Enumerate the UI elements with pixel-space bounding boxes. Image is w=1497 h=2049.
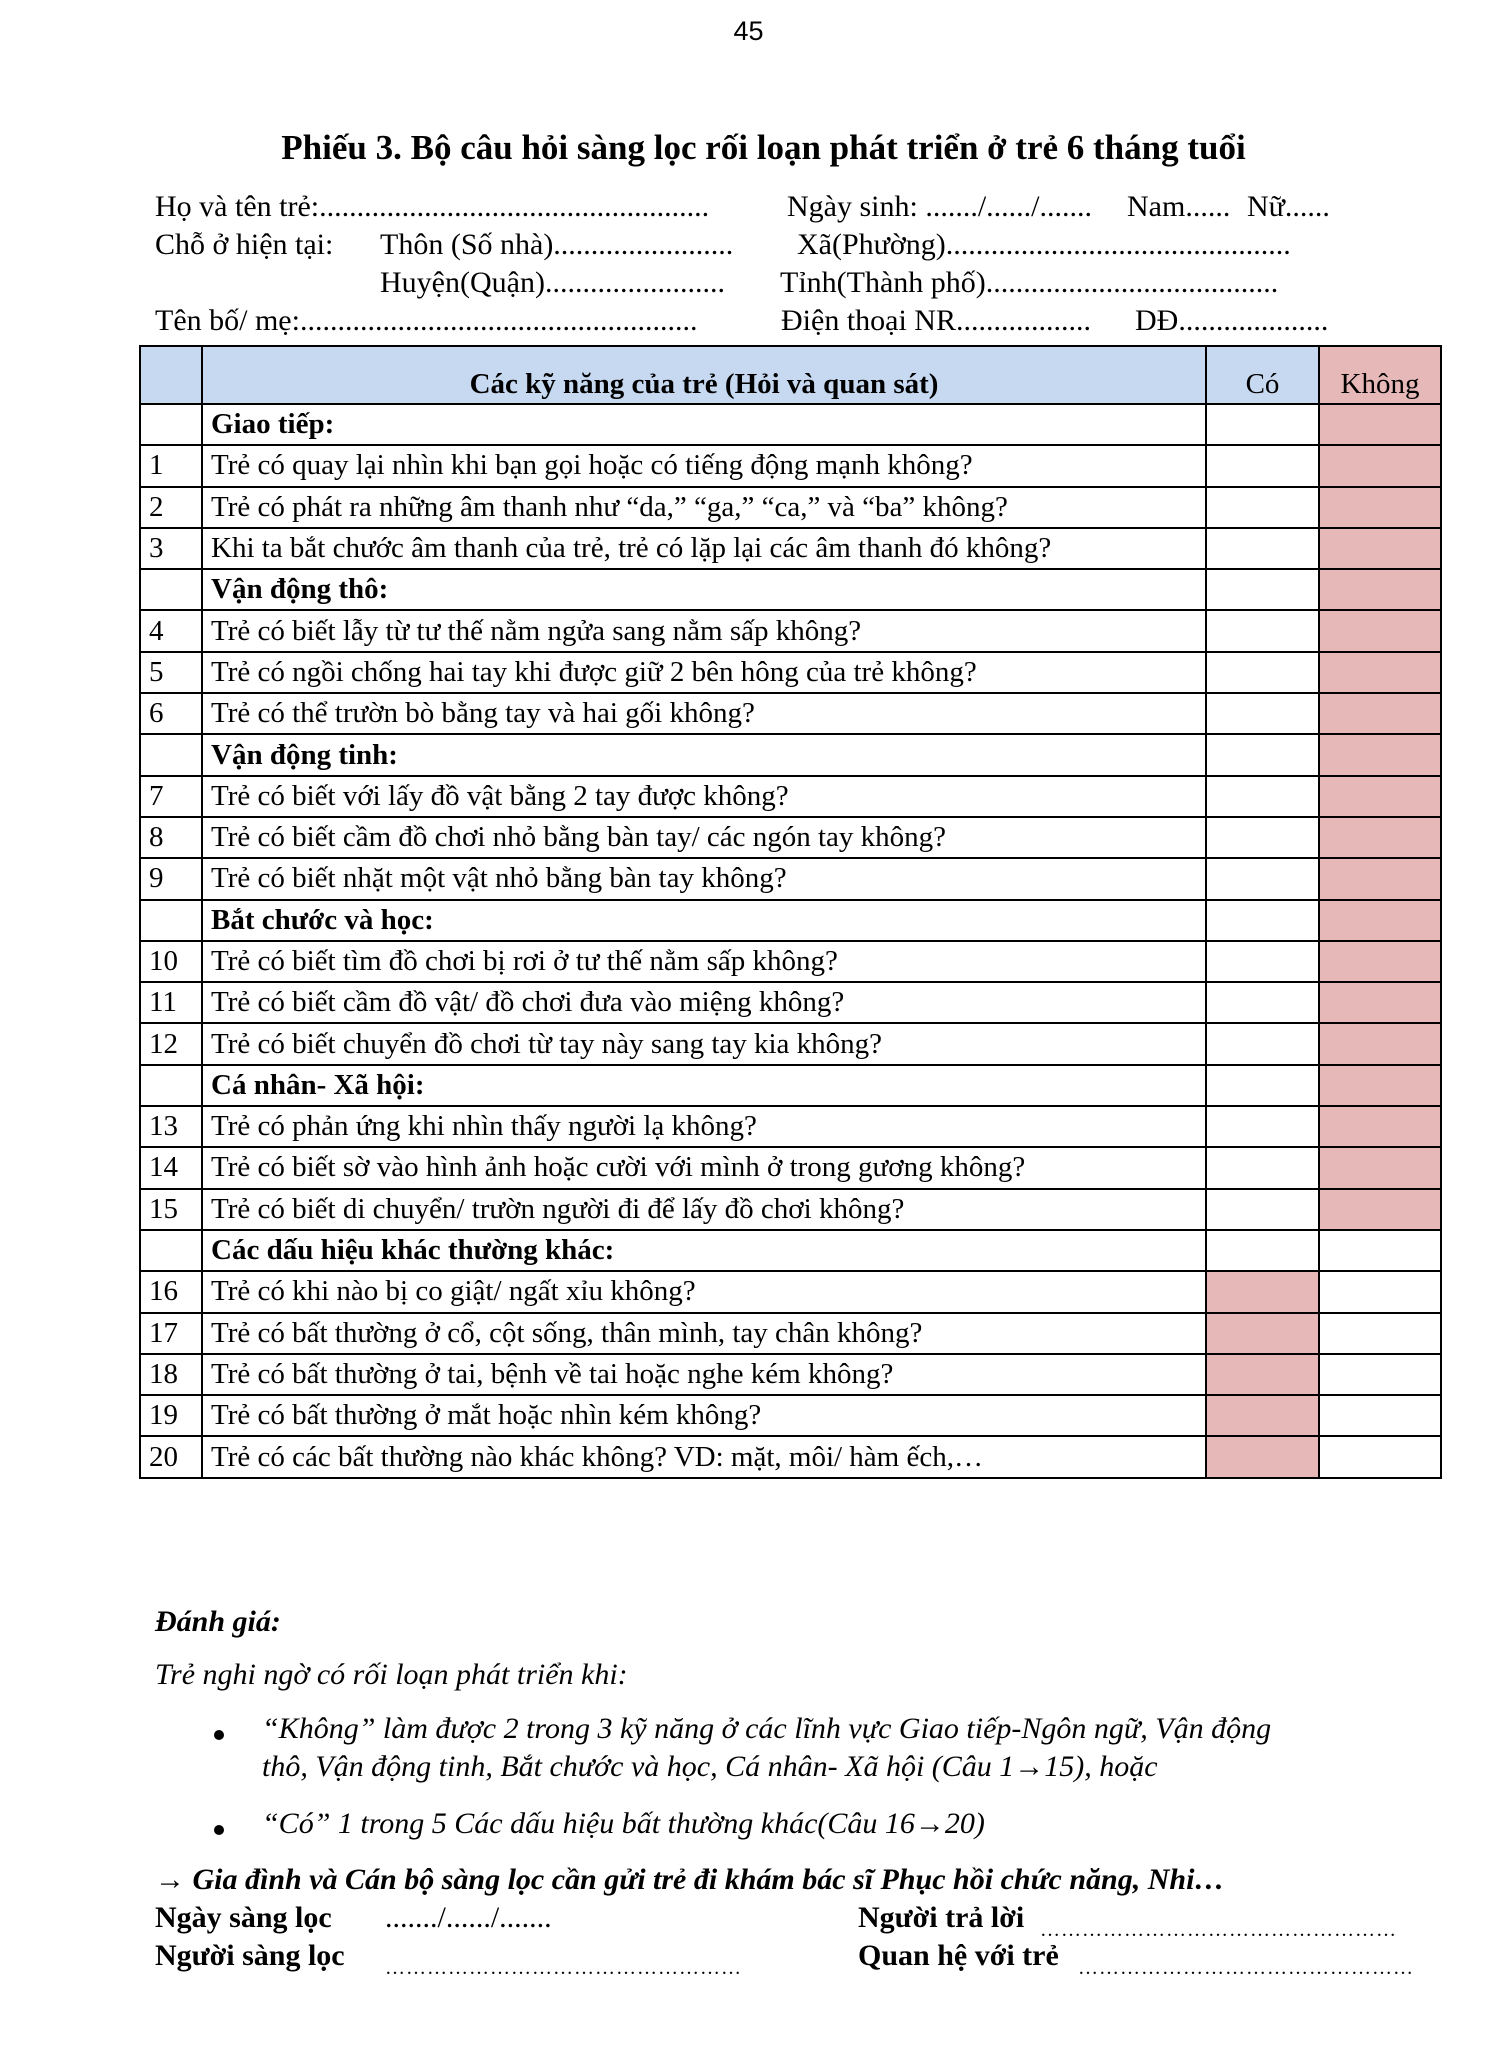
header-yes-cell: Có [1206, 346, 1319, 404]
category-label: Cá nhân- Xã hội: [202, 1065, 1206, 1106]
referral-note: → Gia đình và Cán bộ sàng lọc cần gửi trẻ đi khám bác sĩ Phục hồi chức năng, Nhi… [155, 1863, 1225, 1896]
question-row [140, 693, 1441, 734]
question-text: Trẻ có khi nào bị co giật/ ngất xỉu không? [202, 1271, 1206, 1312]
question-row [140, 487, 1441, 528]
question-row [140, 1436, 1441, 1477]
relation-label: Quan hệ với trẻ [858, 1939, 1059, 1972]
question-text: Trẻ có các bất thường nào khác không? VD: mặt, môi/ hàm ếch,… [202, 1436, 1206, 1477]
answer-yes-cell[interactable] [1206, 528, 1319, 569]
answer-no-cell[interactable] [1319, 1395, 1441, 1436]
category-label: Vận động tinh: [202, 734, 1206, 775]
question-row [140, 652, 1441, 693]
question-number: 5 [140, 652, 202, 693]
answer-no-cell[interactable] [1319, 528, 1441, 569]
village-field: Thôn (Số nhà)........................ [380, 228, 734, 261]
dob-field: Ngày sinh: ......./....../....... [787, 190, 1092, 223]
question-text: Trẻ có biết tìm đồ chơi bị rơi ở tư thế nằm sấp không? [202, 941, 1206, 982]
question-text: Trẻ có bất thường ở tai, bệnh về tai hoặc nghe kém không? [202, 1354, 1206, 1395]
question-number: 17 [140, 1313, 202, 1354]
screen-date-label: Ngày sàng lọc [155, 1901, 332, 1934]
question-row [140, 528, 1441, 569]
answer-no-cell[interactable] [1319, 1023, 1441, 1064]
page-title: Phiếu 3. Bộ câu hỏi sàng lọc rối loạn phát triển ở trẻ 6 tháng tuổi [281, 128, 1246, 167]
answer-no-cell[interactable] [1319, 693, 1441, 734]
bullet-icon [214, 1730, 224, 1740]
answer-yes-cell[interactable] [1206, 1436, 1319, 1477]
answer-no-cell[interactable] [1319, 1065, 1441, 1106]
question-row [140, 1106, 1441, 1147]
question-row [140, 610, 1441, 651]
question-text: Trẻ có ngồi chống hai tay khi được giữ 2 bên hông của trẻ không? [202, 652, 1206, 693]
answer-no-cell[interactable] [1319, 1189, 1441, 1230]
category-label: Giao tiếp: [202, 404, 1206, 445]
answer-no-cell[interactable] [1319, 652, 1441, 693]
question-row [140, 1271, 1441, 1312]
header-no-cell: Không [1319, 346, 1441, 404]
answer-no-cell[interactable] [1319, 487, 1441, 528]
question-row [140, 1189, 1441, 1230]
question-number: 19 [140, 1395, 202, 1436]
mobile-field: DĐ.................... [1135, 304, 1329, 337]
child-name-field: Họ và tên trẻ:.................................................... [155, 190, 710, 223]
answer-no-cell[interactable] [1319, 569, 1441, 610]
evaluation-intro: Trẻ nghi ngờ có rối loạn phát triển khi: [155, 1658, 628, 1691]
question-number: 15 [140, 1189, 202, 1230]
answer-no-cell[interactable] [1319, 817, 1441, 858]
answer-no-cell[interactable] [1319, 1230, 1441, 1271]
category-row [140, 734, 1441, 775]
answer-yes-cell[interactable] [1206, 652, 1319, 693]
header-skill-cell: Các kỹ năng của trẻ (Hỏi và quan sát) [202, 346, 1206, 404]
question-number: 20 [140, 1436, 202, 1477]
question-row [140, 1023, 1441, 1064]
answer-yes-cell[interactable] [1206, 734, 1319, 775]
question-number: 8 [140, 817, 202, 858]
question-number: 6 [140, 693, 202, 734]
question-row [140, 1147, 1441, 1188]
question-text: Trẻ có biết lẫy từ tư thế nằm ngửa sang nằm sấp không? [202, 610, 1206, 651]
question-text: Trẻ có biết sờ vào hình ảnh hoặc cười với mình ở trong gương không? [202, 1147, 1206, 1188]
answer-no-cell[interactable] [1319, 445, 1441, 486]
question-text: Trẻ có biết với lấy đồ vật bằng 2 tay được không? [202, 776, 1206, 817]
answer-yes-cell[interactable] [1206, 693, 1319, 734]
question-number: 10 [140, 941, 202, 982]
relation-field: ………………………………………… [1078, 1957, 1414, 1979]
question-number: 18 [140, 1354, 202, 1395]
answer-yes-cell[interactable] [1206, 1271, 1319, 1312]
question-number: 12 [140, 1023, 202, 1064]
question-row [140, 776, 1441, 817]
category-label: Bắt chước và học: [202, 900, 1206, 941]
question-text: Trẻ có phản ứng khi nhìn thấy người lạ không? [202, 1106, 1206, 1147]
answer-yes-cell[interactable] [1206, 487, 1319, 528]
category-label: Vận động thô: [202, 569, 1206, 610]
criterion-1-line-2: thô, Vận động tinh, Bắt chước và học, Cá nhân- Xã hội (Câu 1→15), hoặc [262, 1750, 1158, 1783]
question-text: Trẻ có biết cầm đồ vật/ đồ chơi đưa vào miệng không? [202, 982, 1206, 1023]
parent-field: Tên bố/ mẹ:..................................................... [155, 304, 698, 337]
evaluation-heading: Đánh giá: [155, 1605, 281, 1638]
table-header-row [140, 346, 1441, 404]
category-row [140, 1230, 1441, 1271]
question-text: Trẻ có biết chuyển đồ chơi từ tay này sang tay kia không? [202, 1023, 1206, 1064]
answer-yes-cell[interactable] [1206, 900, 1319, 941]
question-number: 4 [140, 610, 202, 651]
answer-yes-cell[interactable] [1206, 1065, 1319, 1106]
question-text: Trẻ có biết cầm đồ chơi nhỏ bằng bàn tay/ các ngón tay không? [202, 817, 1206, 858]
question-number [140, 404, 202, 445]
answer-yes-cell[interactable] [1206, 569, 1319, 610]
district-field: Huyện(Quận)........................ [380, 266, 725, 299]
answer-yes-cell[interactable] [1206, 858, 1319, 899]
screen-date-value: ......./....../....... [385, 1901, 552, 1934]
question-number: 1 [140, 445, 202, 486]
answer-no-cell[interactable] [1319, 1271, 1441, 1312]
question-row [140, 941, 1441, 982]
question-row [140, 858, 1441, 899]
answer-yes-cell[interactable] [1206, 1106, 1319, 1147]
question-number [140, 734, 202, 775]
answer-yes-cell[interactable] [1206, 1313, 1319, 1354]
answer-no-cell[interactable] [1319, 900, 1441, 941]
answer-yes-cell[interactable] [1206, 1147, 1319, 1188]
question-number [140, 1230, 202, 1271]
answer-yes-cell[interactable] [1206, 1230, 1319, 1271]
answer-yes-cell[interactable] [1206, 1023, 1319, 1064]
category-row [140, 569, 1441, 610]
commune-field: Xã(Phường).............................................. [797, 228, 1291, 261]
residence-label: Chỗ ở hiện tại: [155, 228, 334, 261]
answer-yes-cell[interactable] [1206, 776, 1319, 817]
answer-yes-cell[interactable] [1206, 817, 1319, 858]
criterion-1-line-1: “Không” làm được 2 trong 3 kỹ năng ở các lĩnh vực Giao tiếp-Ngôn ngữ, Vận động [262, 1712, 1272, 1745]
answer-no-cell[interactable] [1319, 1354, 1441, 1395]
province-field: Tỉnh(Thành phố)....................................... [780, 266, 1279, 299]
answer-yes-cell[interactable] [1206, 941, 1319, 982]
question-number: 13 [140, 1106, 202, 1147]
answer-no-cell[interactable] [1319, 734, 1441, 775]
question-number: 14 [140, 1147, 202, 1188]
question-text: Trẻ có bất thường ở cổ, cột sống, thân mình, tay chân không? [202, 1313, 1206, 1354]
answer-no-cell[interactable] [1319, 1147, 1441, 1188]
question-number: 2 [140, 487, 202, 528]
question-text: Trẻ có biết di chuyển/ trườn người đi để lấy đồ chơi không? [202, 1189, 1206, 1230]
answer-no-cell[interactable] [1319, 610, 1441, 651]
home-phone-field: Điện thoại NR.................. [781, 304, 1091, 337]
question-row [140, 1395, 1441, 1436]
category-label: Các dấu hiệu khác thường khác: [202, 1230, 1206, 1271]
answer-no-cell[interactable] [1319, 1313, 1441, 1354]
bullet-icon [214, 1825, 224, 1835]
criterion-2: “Có” 1 trong 5 Các dấu hiệu bất thường khác(Câu 16→20) [262, 1807, 985, 1840]
answer-yes-cell[interactable] [1206, 1395, 1319, 1436]
question-row [140, 982, 1441, 1023]
answer-no-cell[interactable] [1319, 776, 1441, 817]
answer-no-cell[interactable] [1319, 858, 1441, 899]
question-number [140, 1065, 202, 1106]
question-number: 3 [140, 528, 202, 569]
answer-yes-cell[interactable] [1206, 445, 1319, 486]
answer-no-cell[interactable] [1319, 941, 1441, 982]
answer-yes-cell[interactable] [1206, 404, 1319, 445]
question-number: 9 [140, 858, 202, 899]
responder-field: …………………………………………… [1040, 1919, 1397, 1941]
question-number: 16 [140, 1271, 202, 1312]
question-text: Trẻ có thể trườn bò bằng tay và hai gối không? [202, 693, 1206, 734]
answer-no-cell[interactable] [1319, 982, 1441, 1023]
question-text: Trẻ có bất thường ở mắt hoặc nhìn kém không? [202, 1395, 1206, 1436]
gender-male-field: Nam...... [1127, 190, 1231, 223]
answer-yes-cell[interactable] [1206, 1354, 1319, 1395]
screener-field: …………………………………………… [385, 1957, 742, 1979]
question-number [140, 900, 202, 941]
question-number: 11 [140, 982, 202, 1023]
page-number: 45 [733, 16, 764, 46]
answer-yes-cell[interactable] [1206, 610, 1319, 651]
answer-yes-cell[interactable] [1206, 1189, 1319, 1230]
category-row [140, 404, 1441, 445]
header-number-cell [140, 346, 202, 404]
question-row [140, 817, 1441, 858]
question-text: Trẻ có quay lại nhìn khi bạn gọi hoặc có tiếng động mạnh không? [202, 445, 1206, 486]
answer-no-cell[interactable] [1319, 404, 1441, 445]
question-number [140, 569, 202, 610]
question-text: Trẻ có biết nhặt một vật nhỏ bằng bàn tay không? [202, 858, 1206, 899]
question-row [140, 1313, 1441, 1354]
gender-female-field: Nữ...... [1247, 190, 1330, 223]
answer-no-cell[interactable] [1319, 1106, 1441, 1147]
question-number: 7 [140, 776, 202, 817]
answer-yes-cell[interactable] [1206, 982, 1319, 1023]
answer-no-cell[interactable] [1319, 1436, 1441, 1477]
screening-table [139, 345, 1442, 1479]
question-row [140, 1354, 1441, 1395]
screener-label: Người sàng lọc [155, 1939, 345, 1972]
question-text: Trẻ có phát ra những âm thanh như “da,” “ga,” “ca,” và “ba” không? [202, 487, 1206, 528]
responder-label: Người trả lời [858, 1901, 1025, 1934]
question-row [140, 445, 1441, 486]
category-row [140, 1065, 1441, 1106]
question-text: Khi ta bắt chước âm thanh của trẻ, trẻ có lặp lại các âm thanh đó không? [202, 528, 1206, 569]
category-row [140, 900, 1441, 941]
